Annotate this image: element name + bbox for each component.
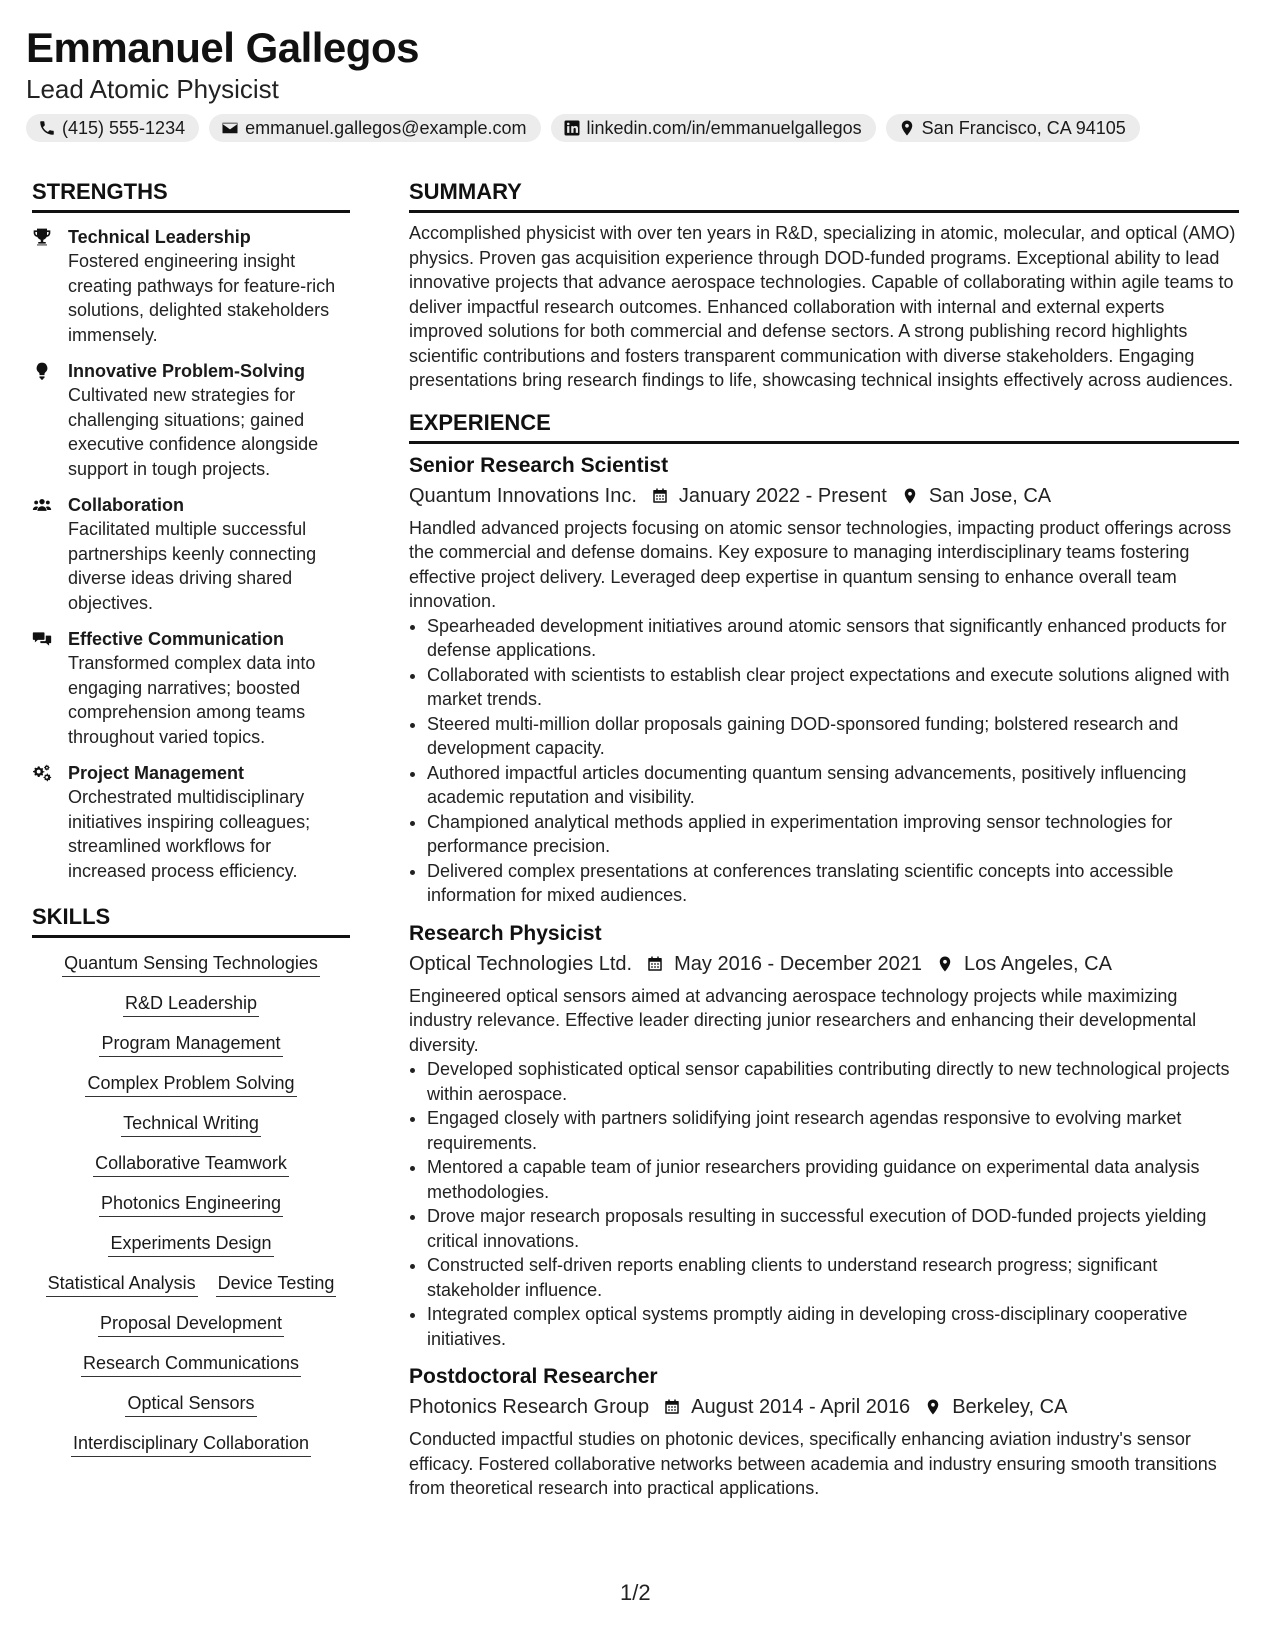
skill-tag: Program Management bbox=[99, 1033, 282, 1057]
skill-tag: Optical Sensors bbox=[125, 1393, 256, 1417]
contact-phone[interactable] bbox=[26, 114, 199, 142]
job-location: Los Angeles, CA bbox=[964, 952, 1112, 975]
skill-tag: Experiments Design bbox=[108, 1233, 273, 1257]
job-bullets bbox=[409, 1057, 1239, 1351]
job-meta bbox=[409, 1393, 1239, 1421]
bullet-item: • Developed sophisticated optical sensor capabilities contributing directly to new technological projects within aerospace. bbox=[427, 1057, 1239, 1106]
skills-list bbox=[32, 952, 350, 1454]
bullet-item: • Spearheaded development initiatives around atomic sensors that significantly enhanced products for defense applications. bbox=[427, 614, 1239, 663]
bullet-item: • Steered multi-million dollar proposals gaining DOD-sponsored funding; bolstered research and development capacity. bbox=[427, 712, 1239, 761]
strength-item bbox=[32, 225, 350, 347]
strength-desc: Transformed complex data into engaging narratives; boosted comprehension among teams throughout varied topics. bbox=[68, 653, 316, 747]
job-entry bbox=[409, 1363, 1239, 1501]
map-pin-icon bbox=[936, 955, 954, 973]
contact-email-text: emmanuel.gallegos@example.com bbox=[245, 118, 527, 138]
job-location: Berkeley, CA bbox=[952, 1396, 1068, 1418]
page-number: 1/2 bbox=[620, 1580, 651, 1605]
left-column bbox=[32, 178, 350, 1454]
contact-phone-text: (415) 555-1234 bbox=[62, 118, 186, 138]
strength-item bbox=[32, 761, 350, 883]
job-description: Engineered optical sensors aimed at advancing aerospace technology projects while maximizing industry relevance. Effective leader directing junior researchers and enhancing their developmental diversity. bbox=[409, 985, 1197, 1055]
experience-heading: EXPERIENCE bbox=[409, 409, 1239, 444]
skill-tag: Statistical Analysis bbox=[46, 1273, 198, 1297]
contact-linkedin-text: linkedin.com/in/emmanuelgallegos bbox=[586, 118, 862, 138]
strength-title: Collaboration bbox=[68, 495, 184, 515]
envelope-icon bbox=[221, 119, 239, 137]
skill-tag: Device Testing bbox=[216, 1273, 337, 1297]
skill-tag: Interdisciplinary Collaboration bbox=[71, 1433, 311, 1457]
linkedin-icon bbox=[563, 119, 581, 137]
lightbulb-icon bbox=[32, 361, 52, 381]
job-bullets bbox=[409, 614, 1239, 908]
job-entry bbox=[409, 452, 1239, 908]
skill-tag: Collaborative Teamwork bbox=[93, 1153, 289, 1177]
comments-icon bbox=[32, 629, 52, 649]
job-meta bbox=[409, 482, 1239, 510]
skill-tag: Research Communications bbox=[81, 1353, 301, 1377]
contact-linkedin[interactable] bbox=[551, 114, 876, 142]
map-pin-icon bbox=[901, 487, 919, 505]
skill-tag: Technical Writing bbox=[121, 1113, 261, 1137]
skill-tag: Complex Problem Solving bbox=[85, 1073, 296, 1097]
calendar-icon bbox=[651, 487, 669, 505]
skill-tag: R&D Leadership bbox=[123, 993, 259, 1017]
strength-title: Technical Leadership bbox=[68, 227, 251, 247]
job-description: Conducted impactful studies on photonic devices, specifically enhancing aviation industry's sensor efficacy. Fostered collaborative networks between academia and industry ensuring smooth transitions from theoretical research into practical applications. bbox=[409, 1429, 1217, 1498]
strength-item bbox=[32, 627, 350, 749]
job-description: Handled advanced projects focusing on atomic sensor technologies, impacting product offerings across the commercial and defense domains. Key exposure to managing interdisciplinary teams fostering effective project delivery. Leveraged deep expertise in quantum sensing to enhance overall team innovation. bbox=[409, 517, 1232, 611]
candidate-title: Lead Atomic Physicist bbox=[26, 74, 279, 104]
summary-text: Accomplished physicist with over ten years in R&D, specializing in atomic, molecular, and optical (AMO) physics. Proven gas acquisition experience through DOD-funded programs. Exceptional ability to lead innovative projects that advance aerospace technologies. Capable of collaborating within agile teams to deliver impactful research outcomes. Enhanced collaboration with internal and external experts improved solutions for both commercial and defense sectors. A strong publishing record highlights scientific contributions and fosters transparent communication with diverse stakeholders. Engaging presentations bring research findings to life, showcasing technical insights effectively across audiences. bbox=[409, 223, 1236, 390]
job-company: Optical Technologies Ltd. bbox=[409, 952, 633, 975]
strength-item bbox=[32, 359, 350, 481]
job-dates: May 2016 - December 2021 bbox=[674, 952, 923, 975]
strength-desc: Cultivated new strategies for challenging situations; gained executive confidence alongside support in tough projects. bbox=[68, 385, 319, 479]
contact-bar bbox=[26, 114, 1249, 142]
bullet-item: • Integrated complex optical systems promptly aiding in developing cross-disciplinary cooperative initiatives. bbox=[427, 1302, 1239, 1351]
strength-title: Project Management bbox=[68, 763, 245, 783]
map-pin-icon bbox=[924, 1398, 942, 1416]
job-dates: January 2022 - Present bbox=[678, 484, 887, 507]
contact-location-text: San Francisco, CA 94105 bbox=[921, 118, 1126, 138]
candidate-name: Emmanuel Gallegos bbox=[26, 24, 419, 71]
contact-email[interactable] bbox=[209, 114, 540, 142]
map-pin-icon bbox=[898, 119, 916, 137]
contact-location bbox=[886, 114, 1140, 142]
bullet-item: • Collaborated with scientists to establish clear project expectations and execute solutions aligned with market trends. bbox=[427, 663, 1239, 712]
skill-tag: Proposal Development bbox=[98, 1313, 284, 1337]
resume-header bbox=[26, 22, 1249, 142]
calendar-icon bbox=[646, 955, 664, 973]
job-title: Research Physicist bbox=[409, 921, 602, 945]
bullet-item: • Authored impactful articles documenting quantum sensing advancements, positively influencing academic reputation and visibility. bbox=[427, 761, 1239, 810]
job-meta bbox=[409, 950, 1239, 978]
job-company: Photonics Research Group bbox=[409, 1396, 650, 1418]
strength-item bbox=[32, 493, 350, 615]
bullet-item: • Engaged closely with partners solidifying joint research agendas responsive to evolving market requirements. bbox=[427, 1106, 1239, 1155]
summary-heading: SUMMARY bbox=[409, 178, 1239, 213]
bullet-item: • Delivered complex presentations at conferences translating scientific concepts into accessible information for mixed audiences. bbox=[427, 859, 1239, 908]
skill-tag: Photonics Engineering bbox=[99, 1193, 283, 1217]
job-company: Quantum Innovations Inc. bbox=[409, 484, 637, 507]
users-icon bbox=[32, 495, 52, 515]
skills-heading: SKILLS bbox=[32, 903, 350, 938]
phone-icon bbox=[38, 119, 56, 137]
bullet-item: • Championed analytical methods applied in experimentation improving sensor technologies for performance precision. bbox=[427, 810, 1239, 859]
strengths-heading: STRENGTHS bbox=[32, 178, 350, 213]
job-title: Senior Research Scientist bbox=[409, 453, 669, 477]
strength-title: Effective Communication bbox=[68, 629, 285, 649]
job-location: San Jose, CA bbox=[928, 484, 1052, 507]
strength-desc: Facilitated multiple successful partnerships keenly connecting diverse ideas driving shared objectives. bbox=[68, 519, 317, 613]
bullet-item: • Constructed self-driven reports enabling clients to understand research progress; significant stakeholder influence. bbox=[427, 1253, 1239, 1302]
gears-icon bbox=[32, 763, 52, 783]
strength-desc: Orchestrated multidisciplinary initiatives inspiring colleagues; streamlined workflows for increased process efficiency. bbox=[68, 787, 311, 881]
trophy-icon bbox=[32, 227, 52, 247]
skill-tag: Quantum Sensing Technologies bbox=[62, 953, 320, 977]
bullet-item: • Drove major research proposals resulting in successful execution of DOD-funded projects yielding critical innovations. bbox=[427, 1204, 1239, 1253]
job-title: Postdoctoral Researcher bbox=[409, 1365, 658, 1388]
job-dates: August 2014 - April 2016 bbox=[691, 1396, 911, 1418]
job-entry bbox=[409, 920, 1239, 1352]
bullet-item: • Mentored a capable team of junior researchers providing guidance on experimental data analysis methodologies. bbox=[427, 1155, 1239, 1204]
strength-title: Innovative Problem-Solving bbox=[68, 361, 306, 381]
right-column bbox=[409, 178, 1239, 1501]
strength-desc: Fostered engineering insight creating pathways for feature-rich solutions, delighted stakeholders immensely. bbox=[68, 251, 336, 345]
calendar-icon bbox=[663, 1398, 681, 1416]
